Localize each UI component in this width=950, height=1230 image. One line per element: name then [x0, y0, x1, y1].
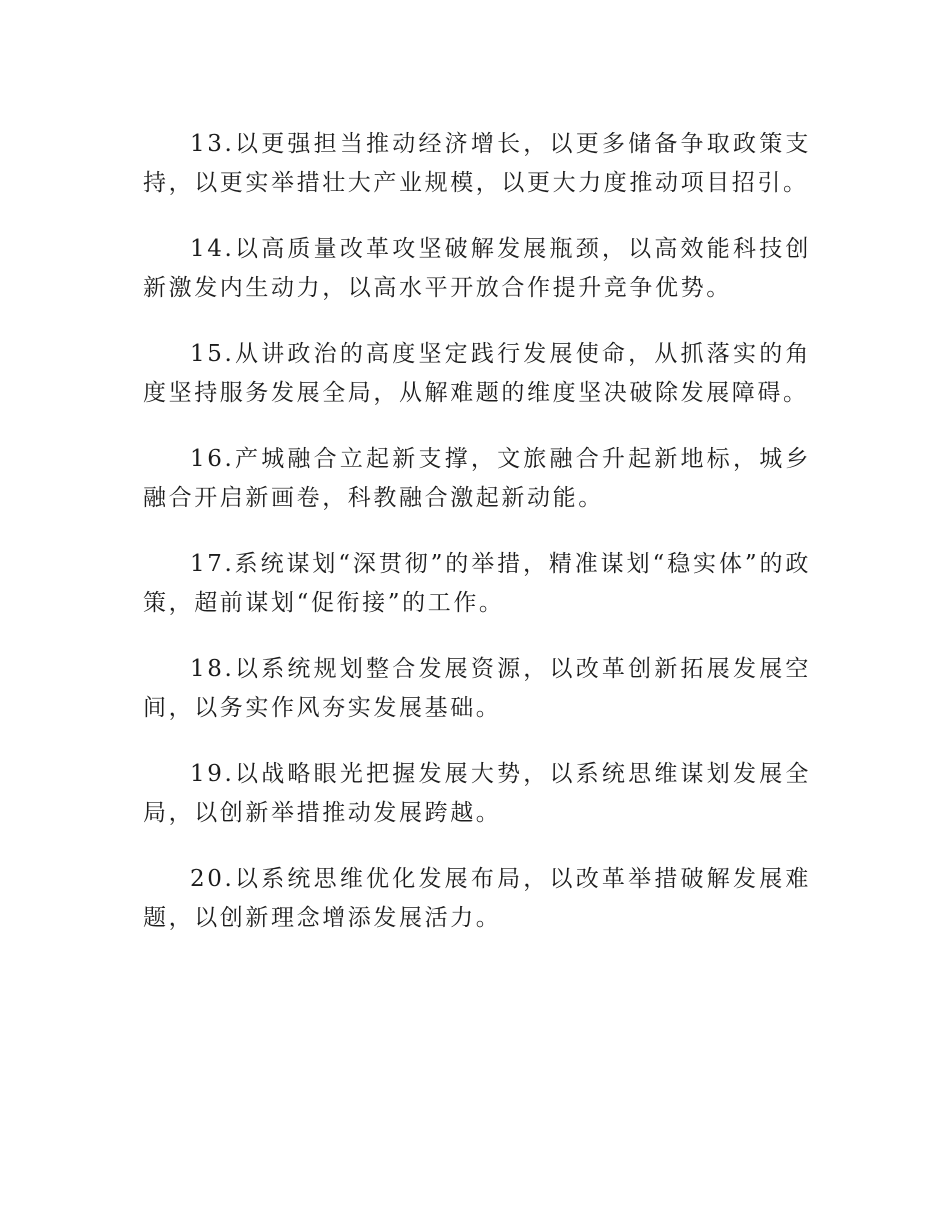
paragraph-13: 13.以更强担当推动经济增长，以更多储备争取政策支持，以更实举措壮大产业规模，以更大力度推动项目招引。 — [143, 131, 811, 196]
paragraph-18: 18.以系统规划整合发展资源，以改革创新拓展发展空间，以务实作风夯实发展基础。 — [143, 656, 811, 721]
paragraph-14: 14.以高质量改革攻坚破解发展瓶颈，以高效能科技创新激发内生动力，以高水平开放合作提升竞争优势。 — [143, 236, 811, 301]
paragraph-19: 19.以战略眼光把握发展大势，以系统思维谋划发展全局，以创新举措推动发展跨越。 — [143, 761, 811, 826]
paragraph-17: 17.系统谋划“深贯彻”的举措，精准谋划“稳实体”的政策，超前谋划“促衔接”的工作。 — [143, 551, 811, 616]
paragraph-15: 15.从讲政治的高度坚定践行发展使命，从抓落实的角度坚持服务发展全局，从解难题的维度坚决破除发展障碍。 — [143, 341, 811, 406]
paragraph-16: 16.产城融合立起新支撑，文旅融合升起新地标，城乡融合开启新画卷，科教融合激起新动能。 — [143, 446, 811, 511]
paragraph-20: 20.以系统思维优化发展布局，以改革举措破解发展难题，以创新理念增添发展活力。 — [143, 866, 811, 931]
document-body — [143, 125, 811, 965]
